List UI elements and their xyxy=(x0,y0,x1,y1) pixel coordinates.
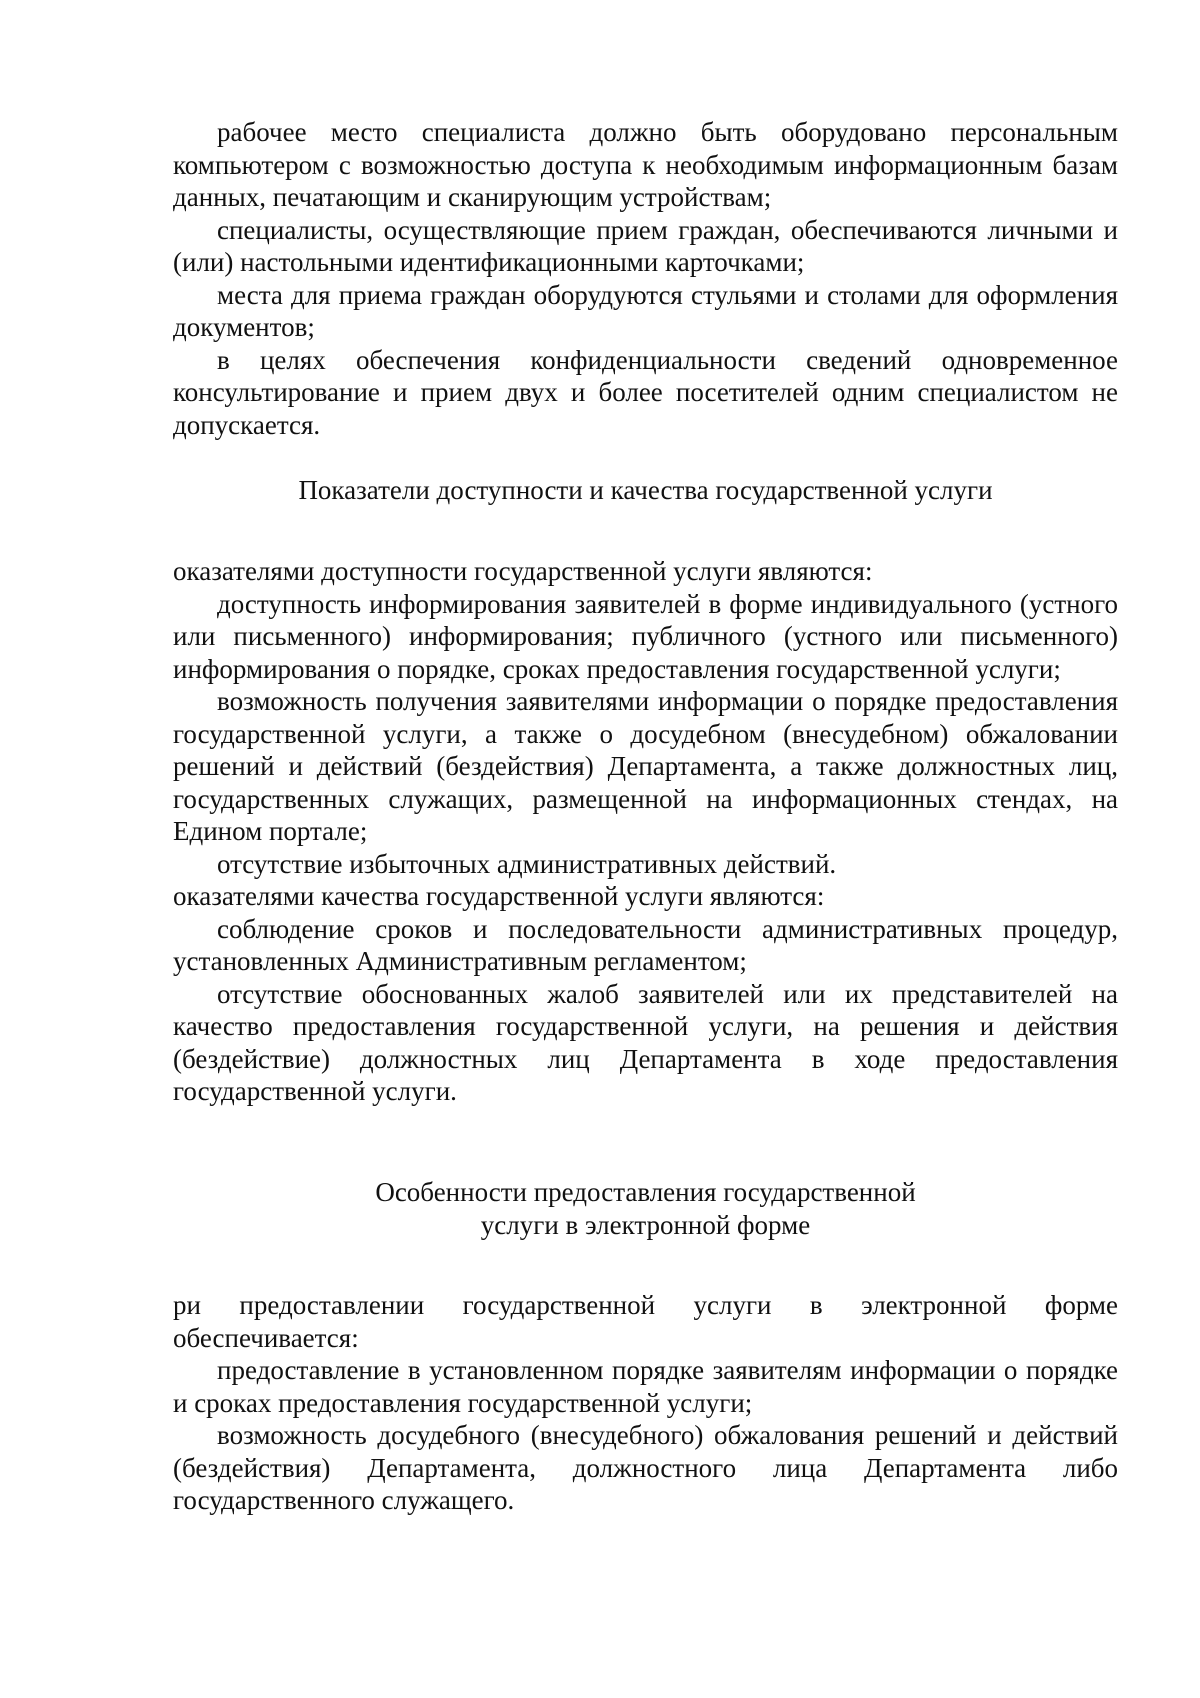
paragraph-reception-furniture: места для приема граждан оборудуются стульями и столами для оформления документов; xyxy=(173,279,1118,342)
paragraph-no-complaints: отсутствие обоснованных жалоб заявителей или их представителей на качество предоставления государственной услуги, на решения и действия (бездействие) должностных лиц Департамента в ходе предоставления государственной услуги. xyxy=(173,978,1118,1106)
heading-line-2: услуги в электронной форме xyxy=(480,1209,811,1240)
paragraph-pretrial-appeal: возможность досудебного (внесудебного) обжалования решений и действий (бездействия) Департамента, должностного лица Департамента либо государственного служащего. xyxy=(173,1420,1118,1515)
paragraph-quality-intro: оказателями качества государственной услуги являются: xyxy=(173,881,825,911)
paragraph-accessibility-intro: оказателями доступности государственной услуги являются: xyxy=(173,556,873,586)
electronic-service-section xyxy=(173,1289,1118,1517)
paragraph-information-provision: предоставление в установленном порядке заявителям информации о порядке и сроках предоставления государственной услуги; xyxy=(173,1355,1118,1418)
paragraph-deadlines-compliance: соблюдение сроков и последовательности административных процедур, установленных Административным регламентом; xyxy=(173,913,1118,976)
paragraph-information-access: возможность получения заявителями информации о порядке предоставления государственной услуги, а также о досудебном (внесудебном) обжаловании решений и действий (бездействия) Департамента, а также должностных лиц, государственных служащих, размещенной на информационных стендах, на Едином портале; xyxy=(173,686,1118,846)
paragraph-identification-cards: специалисты, осуществляющие прием граждан, обеспечиваются личными и (или) настольными идентификационными карточками; xyxy=(173,214,1118,277)
paragraph-confidentiality: в целях обеспечения конфиденциальности сведений одновременное консультирование и прием двух и более посетителей одним специалистом не допускается. xyxy=(173,344,1118,440)
paragraph-informing-availability: доступность информирования заявителей в форме индивидуального (устного или письменного) информирования; публичного (устного или письменного) информирования о порядке, сроках предоставления государственной услуги; xyxy=(173,588,1118,684)
section-heading-accessibility-quality: Показатели доступности и качества государственной услуги xyxy=(298,475,993,505)
accessibility-quality-section xyxy=(173,555,1118,1108)
paragraph-electronic-intro: ри предоставлении государственной услуги в электронной форме обеспечивается: xyxy=(173,1290,1118,1353)
paragraph-workplace-equipment: рабочее место специалиста должно быть оборудовано персональным компьютером с возможностью доступа к необходимым информационным базам данных, печатающим и сканирующим устройствам; xyxy=(173,117,1118,212)
paragraph-no-excess-actions: отсутствие избыточных административных действий. xyxy=(217,848,837,879)
section-heading-electronic-service xyxy=(173,1176,1118,1241)
workplace-requirements-section xyxy=(173,116,1118,441)
heading-line-1: Особенности предоставления государственной xyxy=(375,1177,916,1207)
